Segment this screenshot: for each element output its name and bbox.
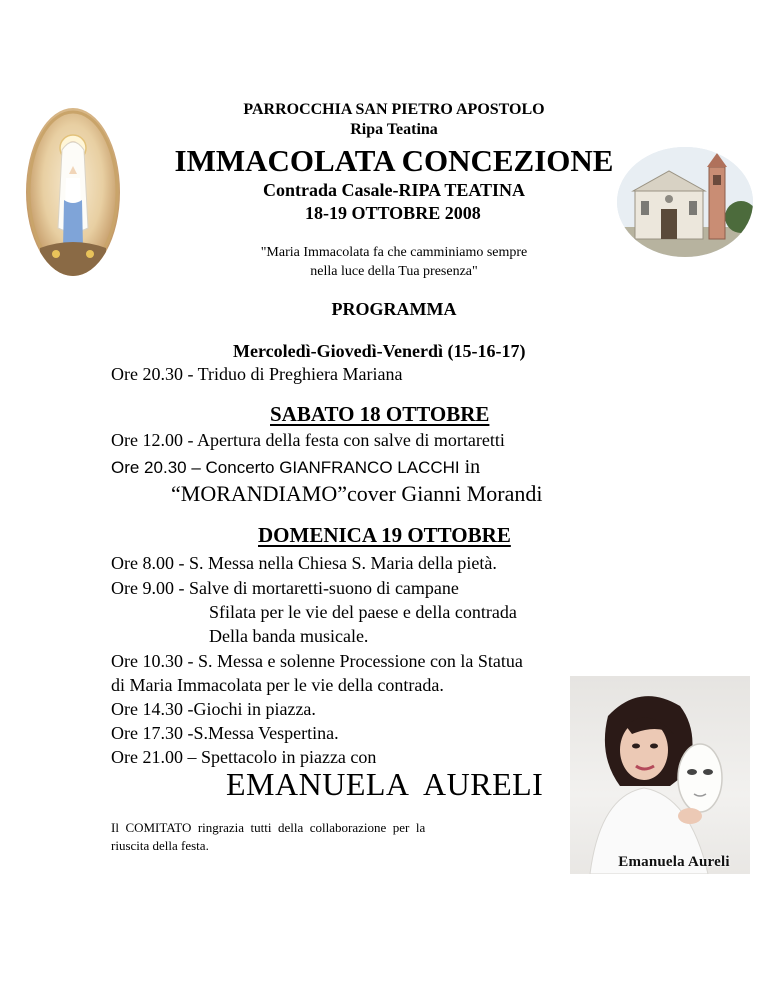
prayer-line-1: "Maria Immacolata fa che camminiamo sempre xyxy=(260,245,528,260)
sabato-line-2-text: Ore 20.30 – Concerto GIANFRANCO LACCHI xyxy=(111,458,460,477)
event-dates: 18-19 OTTOBRE 2008 xyxy=(305,203,481,223)
madonna-image xyxy=(26,108,120,276)
domenica-line: Ore 21.00 – Spettacolo in piazza con xyxy=(111,747,377,767)
domenica-line: Ore 14.30 -Giochi in piazza. xyxy=(111,699,316,719)
thanks-line-2: riuscita della festa. xyxy=(111,838,209,853)
sabato-line-2-in: in xyxy=(459,456,481,478)
domenica-heading: DOMENICA 19 OTTOBRE xyxy=(258,523,511,547)
event-location: Contrada Casale-RIPA TEATINA xyxy=(262,180,526,200)
sabato-line-3: “MORANDIAMO”cover Gianni Morandi xyxy=(171,481,543,506)
aureli-caption: Emanuela Aureli xyxy=(618,854,730,870)
thanks-line-1: Il COMITATO ringrazia tutti della collaborazione per la xyxy=(111,820,426,835)
sabato-heading: SABATO 18 OTTOBRE xyxy=(270,402,490,426)
triduo-days: Mercoledì-Giovedì-Venerdì (15-16-17) xyxy=(233,341,526,361)
aureli-photo xyxy=(570,676,750,874)
domenica-line: Ore 10.30 - S. Messa e solenne Processione con la Statua xyxy=(111,651,523,671)
domenica-line: Ore 9.00 - Salve di mortaretti-suono di campane xyxy=(111,578,459,598)
sabato-line-2 xyxy=(111,456,480,479)
domenica-line: Ore 17.30 -S.Messa Vespertina. xyxy=(111,723,339,743)
programma-heading: PROGRAMMA xyxy=(331,299,457,319)
sabato-line-1: Ore 12.00 - Apertura della festa con salve di mortaretti xyxy=(111,430,505,450)
town-name: Ripa Teatina xyxy=(350,121,438,138)
domenica-line: di Maria Immacolata per le vie della contrada. xyxy=(111,675,444,695)
domenica-line: Sfilata per le vie del paese e della contrada xyxy=(209,602,517,622)
domenica-line: Ore 8.00 - S. Messa nella Chiesa S. Maria della pietà. xyxy=(111,553,497,573)
event-title: IMMACOLATA CONCEZIONE xyxy=(174,143,614,178)
parish-name: PARROCCHIA SAN PIETRO APOSTOLO xyxy=(243,101,545,118)
guest-name: EMANUELA AURELI xyxy=(226,766,544,802)
triduo-line: Ore 20.30 - Triduo di Preghiera Mariana xyxy=(111,364,403,384)
prayer-line-2: nella luce della Tua presenza" xyxy=(310,264,478,279)
domenica-line: Della banda musicale. xyxy=(209,626,369,646)
